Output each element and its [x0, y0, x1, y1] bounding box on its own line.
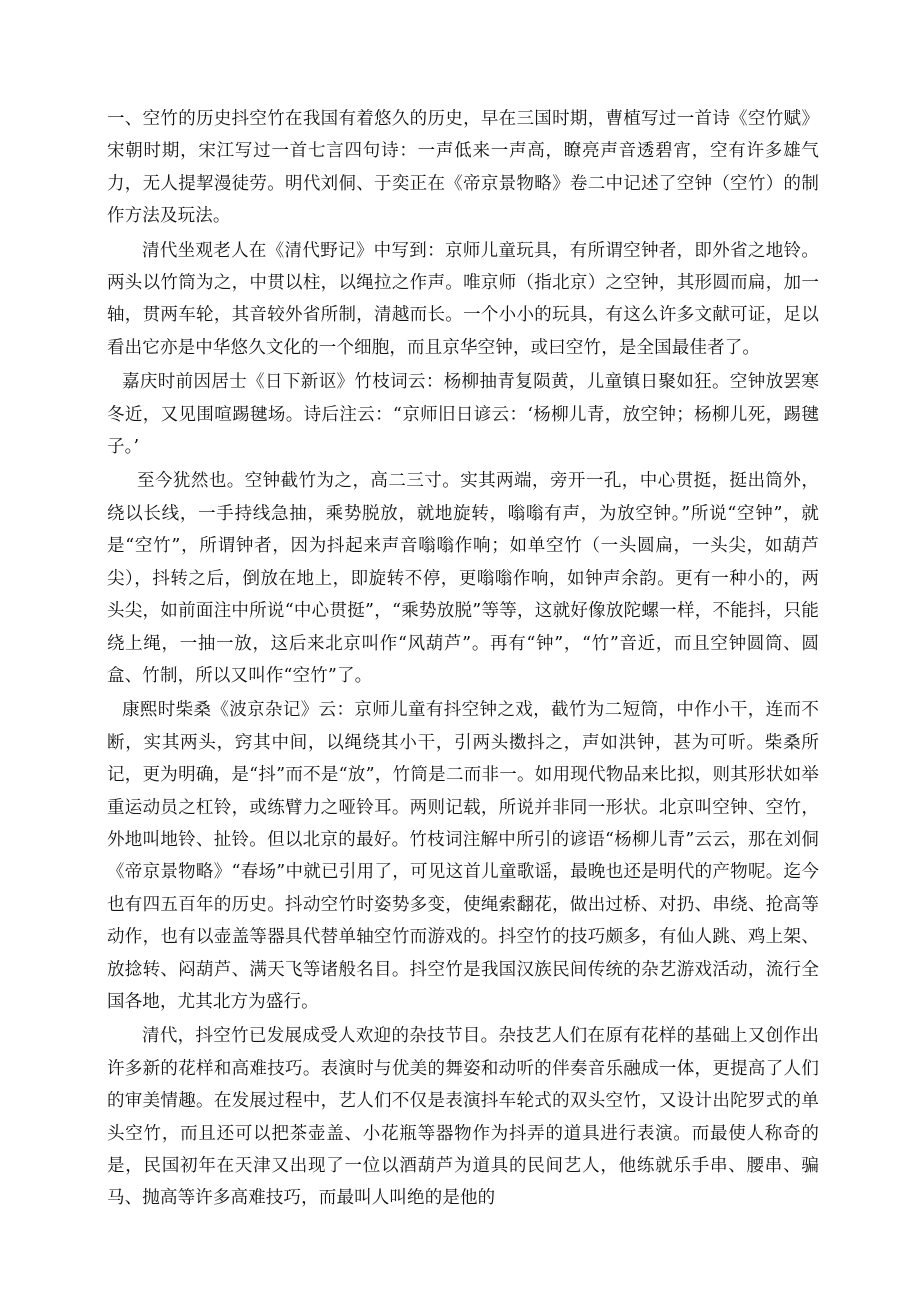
paragraph-kongzhu-history: 一、空竹的历史抖空竹在我国有着悠久的历史，早在三国时期，曹植写过一首诗《空竹赋》宋朝时期，宋江写过一首七言四句诗：一声低来一声高，瞭亮声音透碧宵，空有许多雄气力，无人提挈漫徒劳。明代刘侗、于奕正在《帝京景物略》卷二中记述了空钟（空竹）的制作方法及玩法。 — [107, 109, 819, 227]
paragraph-qing-acrobatics: 清代，抖空竹已发展成受人欢迎的杂技节目。杂技艺人们在原有花样的基础上又创作出许多新的花样和高难技巧。表演时与优美的舞姿和动听的伴奏音乐融成一体，更提高了人们的审美情趣。在发展过程中，艺人们不仅是表演抖车轮式的双头空竹，又设计出陀罗式的单头空竹，而且还可以把茶壶盖、小花瓶等器物作为抖弄的道具进行表演。而最使人称奇的是，民国初年在天津又出现了一位以酒葫芦为道具的民间艺人，他练就乐手串、腰串、骗马、抛高等许多高难技巧，而最叫人叫绝的是他的 — [107, 1026, 819, 1209]
paragraph-kongzhong-explained: 至今犹然也。空钟截竹为之，高二三寸。实其两端，旁开一孔，中心贯挺，挺出筒外，绕以长线，一手持线急抽，乘势脱放，就地旋转，嗡嗡有声，为放空钟。”所说“空钟”，就是“空竹”，所谓钟者，因为抖起来声音嗡嗡作响；如单空竹（一头圆扁，一头尖，如葫芦尖），抖转之后，倒放在地上，即旋转不停，更嗡嗡作响，如钟声余韵。更有一种小的，两头尖，如前面注中所说“中心贯挺”，“乘势放脱”等等，这就好像放陀螺一样，不能抖，只能绕上绳，一抽一放，这后来北京叫作“风葫芦”。再有“钟”，“竹”音近，而且空钟圆筒、圆盒、竹制，所以又叫作“空竹”了。 — [107, 471, 819, 686]
document-body — [107, 103, 819, 1215]
paragraph-kangxi-chaisang: 康熙时柴桑《波京杂记》云：京师儿童有抖空钟之戏，截竹为二短筒，中作小干，连而不断，实其两头，窍其中间，以绳绕其小干，引两头擞抖之，声如洪钟，甚为可听。柴桑所记，更为明确，是“抖”而不是“放”，竹筒是二而非一。如用现代物品来比拟，则其形状如举重运动员之杠铃，或练臂力之哑铃耳。两则记载，所说并非同一形状。北京叫空钟、空竹，外地叫地铃、扯铃。但以北京的最好。竹枝词注解中所引的谚语“杨柳儿青”云云，那在刘侗《帝京景物略》“春场”中就已引用了，可见这首儿童歌谣，最晚也还是明代的产物呢。迄今也有四五百年的历史。抖动空竹时姿势多变，使绳索翻花，做出过桥、对扔、串绕、抢高等动作，也有以壶盖等器具代替单轴空竹而游戏的。抖空竹的技巧颇多，有仙人跳、鸡上架、放捻转、闷葫芦、满天飞等诸般名目。抖空竹是我国汉族民间传统的杂艺游戏活动，流行全国各地，尤其北方为盛行。 — [107, 700, 819, 1012]
paragraph-rixia-xinou: 嘉庆时前因居士《日下新讴》竹枝词云：杨柳抽青复陨黄，儿童镇日聚如狂。空钟放罢寒冬近，又见围喧踢毽场。诗后注云：“京师旧日谚云：‘杨柳儿青，放空钟；杨柳儿死，踢毽子。’ — [107, 372, 819, 458]
paragraph-qing-yeji: 清代坐观老人在《清代野记》中写到：京师儿童玩具，有所谓空钟者，即外省之地铃。两头以竹筒为之，中贯以柱，以绳拉之作声。唯京师（指北京）之空钟，其形圆而扁，加一轴，贯两车轮，其音较外省所制，清越而长。一个小小的玩具，有这么许多文献可证，足以看出它亦是中华悠久文化的一个细胞，而且京华空钟，或曰空竹，是全国最佳者了。 — [107, 240, 819, 358]
